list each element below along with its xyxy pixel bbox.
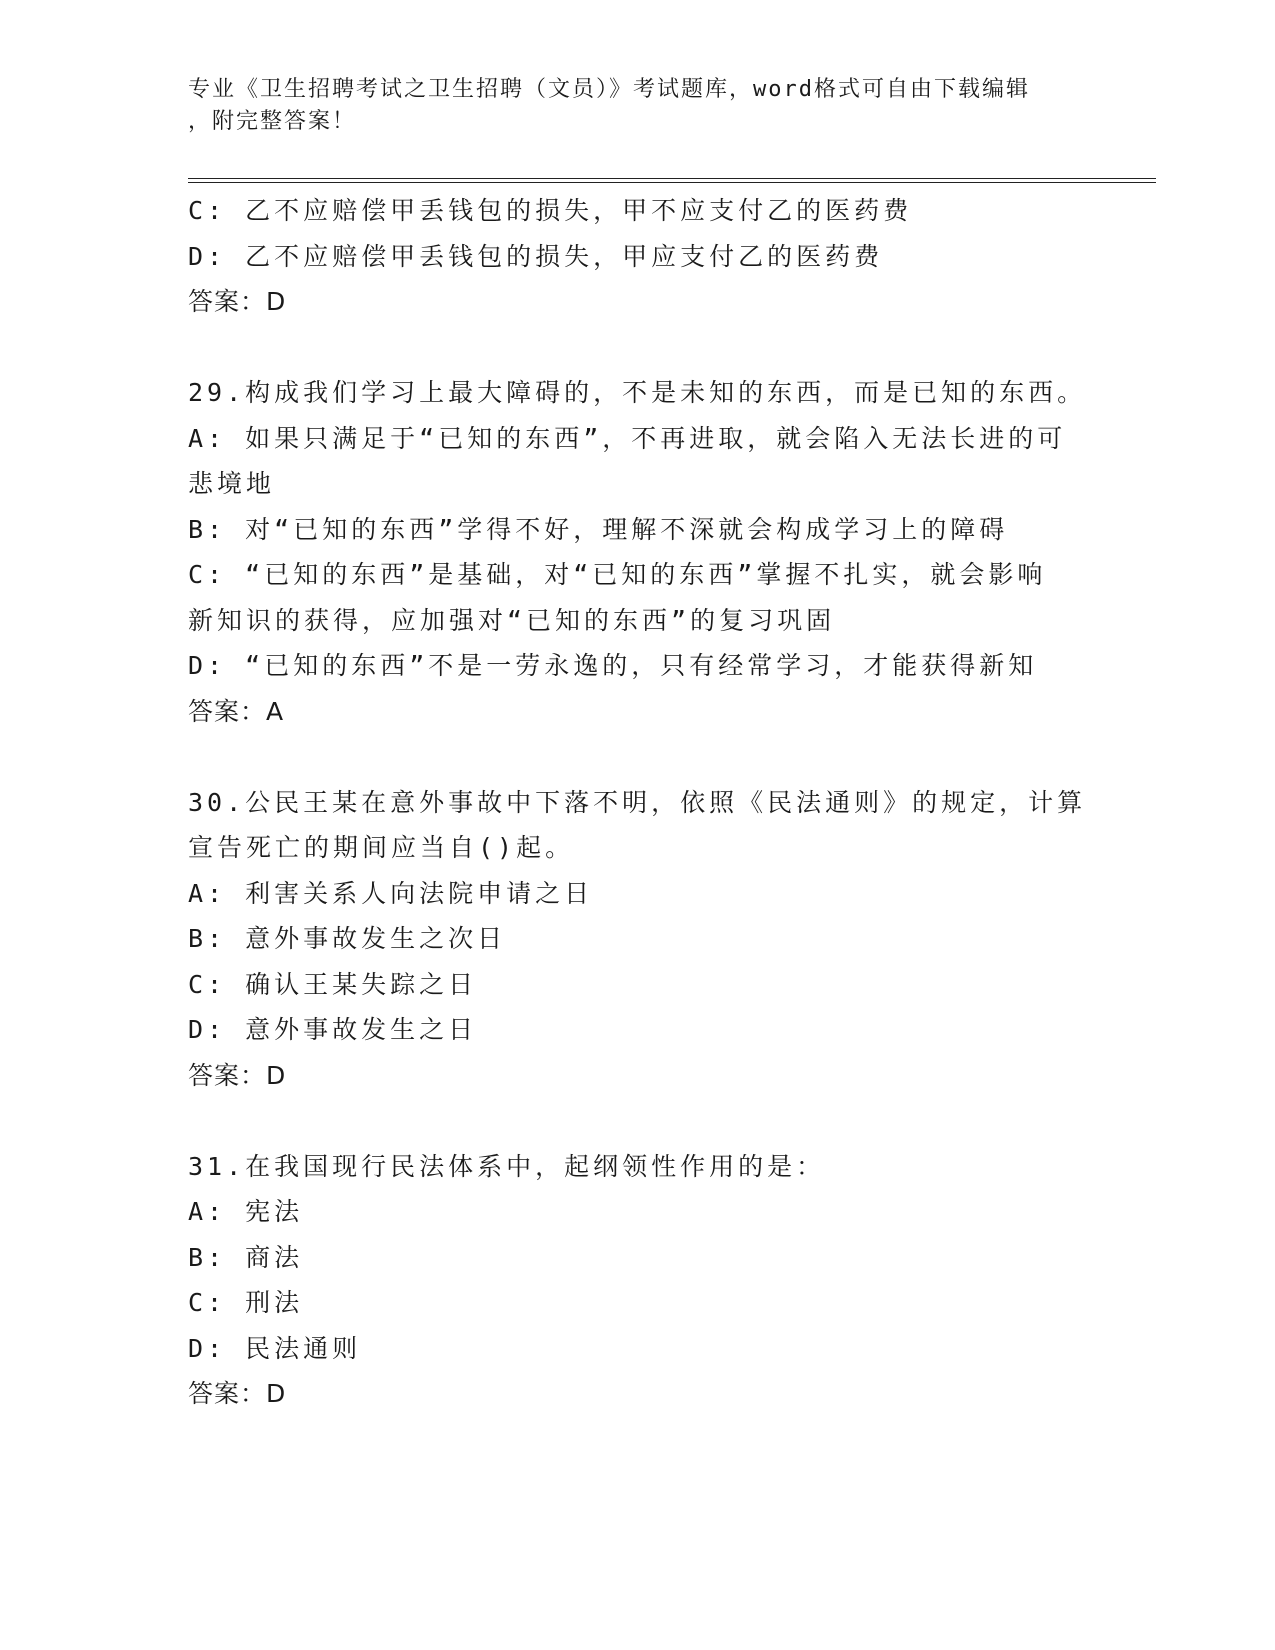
option-a: A: 宪法 [188, 1197, 304, 1226]
header-divider [188, 178, 1156, 183]
question-block-31 [188, 1144, 1088, 1417]
option-c: C: 刑法 [188, 1288, 304, 1317]
option-d: D: 民法通则 [188, 1333, 362, 1363]
option-b: B: 商法 [188, 1242, 304, 1272]
answer-line: 答案：A [188, 696, 285, 726]
option-d: D: 意外事故发生之日 [188, 1015, 478, 1044]
option-b: B: 对“已知的东西”学得不好，理解不深就会构成学习上的障碍 [188, 514, 1009, 544]
question-text-continued: 宣告死亡的期间应当自()起。 [188, 833, 575, 862]
option-d: D: “已知的东西”不是一劳永逸的，只有经常学习，才能获得新知 [188, 651, 1038, 680]
spacer [188, 734, 1088, 780]
spacer [188, 1098, 1088, 1144]
answer-line: 答案：D [188, 1379, 287, 1408]
spacer [188, 325, 1088, 371]
option-d: D: 乙不应赔偿甲丢钱包的损失，甲应支付乙的医药费 [188, 241, 884, 271]
question-text: 29.构成我们学习上最大障碍的，不是未知的东西，而是已知的东西。 [188, 378, 1087, 407]
page-header [188, 74, 1088, 138]
option-c: C: “已知的东西”是基础，对“已知的东西”掌握不扎实，就会影响 [188, 560, 1047, 589]
header-line-2: ，附完整答案！ [188, 109, 357, 134]
header-line-1: 专业《卫生招聘考试之卫生招聘（文员）》考试题库，word格式可自由下载编辑 [188, 77, 1030, 102]
question-text: 30.公民王某在意外事故中下落不明，依照《民法通则》的规定，计算 [188, 787, 1087, 817]
question-block-28 [188, 188, 1088, 325]
question-list [188, 188, 1088, 1417]
option-a: A: 利害关系人向法院申请之日 [188, 878, 594, 908]
option-c: C: 确认王某失踪之日 [188, 969, 478, 999]
answer-line: 答案：D [188, 1060, 287, 1090]
option-c-continued: 新知识的获得，应加强对“已知的东西”的复习巩固 [188, 605, 836, 635]
answer-line: 答案：D [188, 287, 287, 316]
question-block-29 [188, 370, 1088, 734]
option-a: A: 如果只满足于“已知的东西”，不再进取，就会陷入无法长进的可 [188, 423, 1067, 453]
option-b: B: 意外事故发生之次日 [188, 924, 507, 953]
question-block-30 [188, 780, 1088, 1099]
option-c: C: 乙不应赔偿甲丢钱包的损失，甲不应支付乙的医药费 [188, 196, 913, 225]
option-a-continued: 悲境地 [188, 469, 276, 498]
question-text: 31.在我国现行民法体系中，起纲领性作用的是： [188, 1151, 826, 1181]
